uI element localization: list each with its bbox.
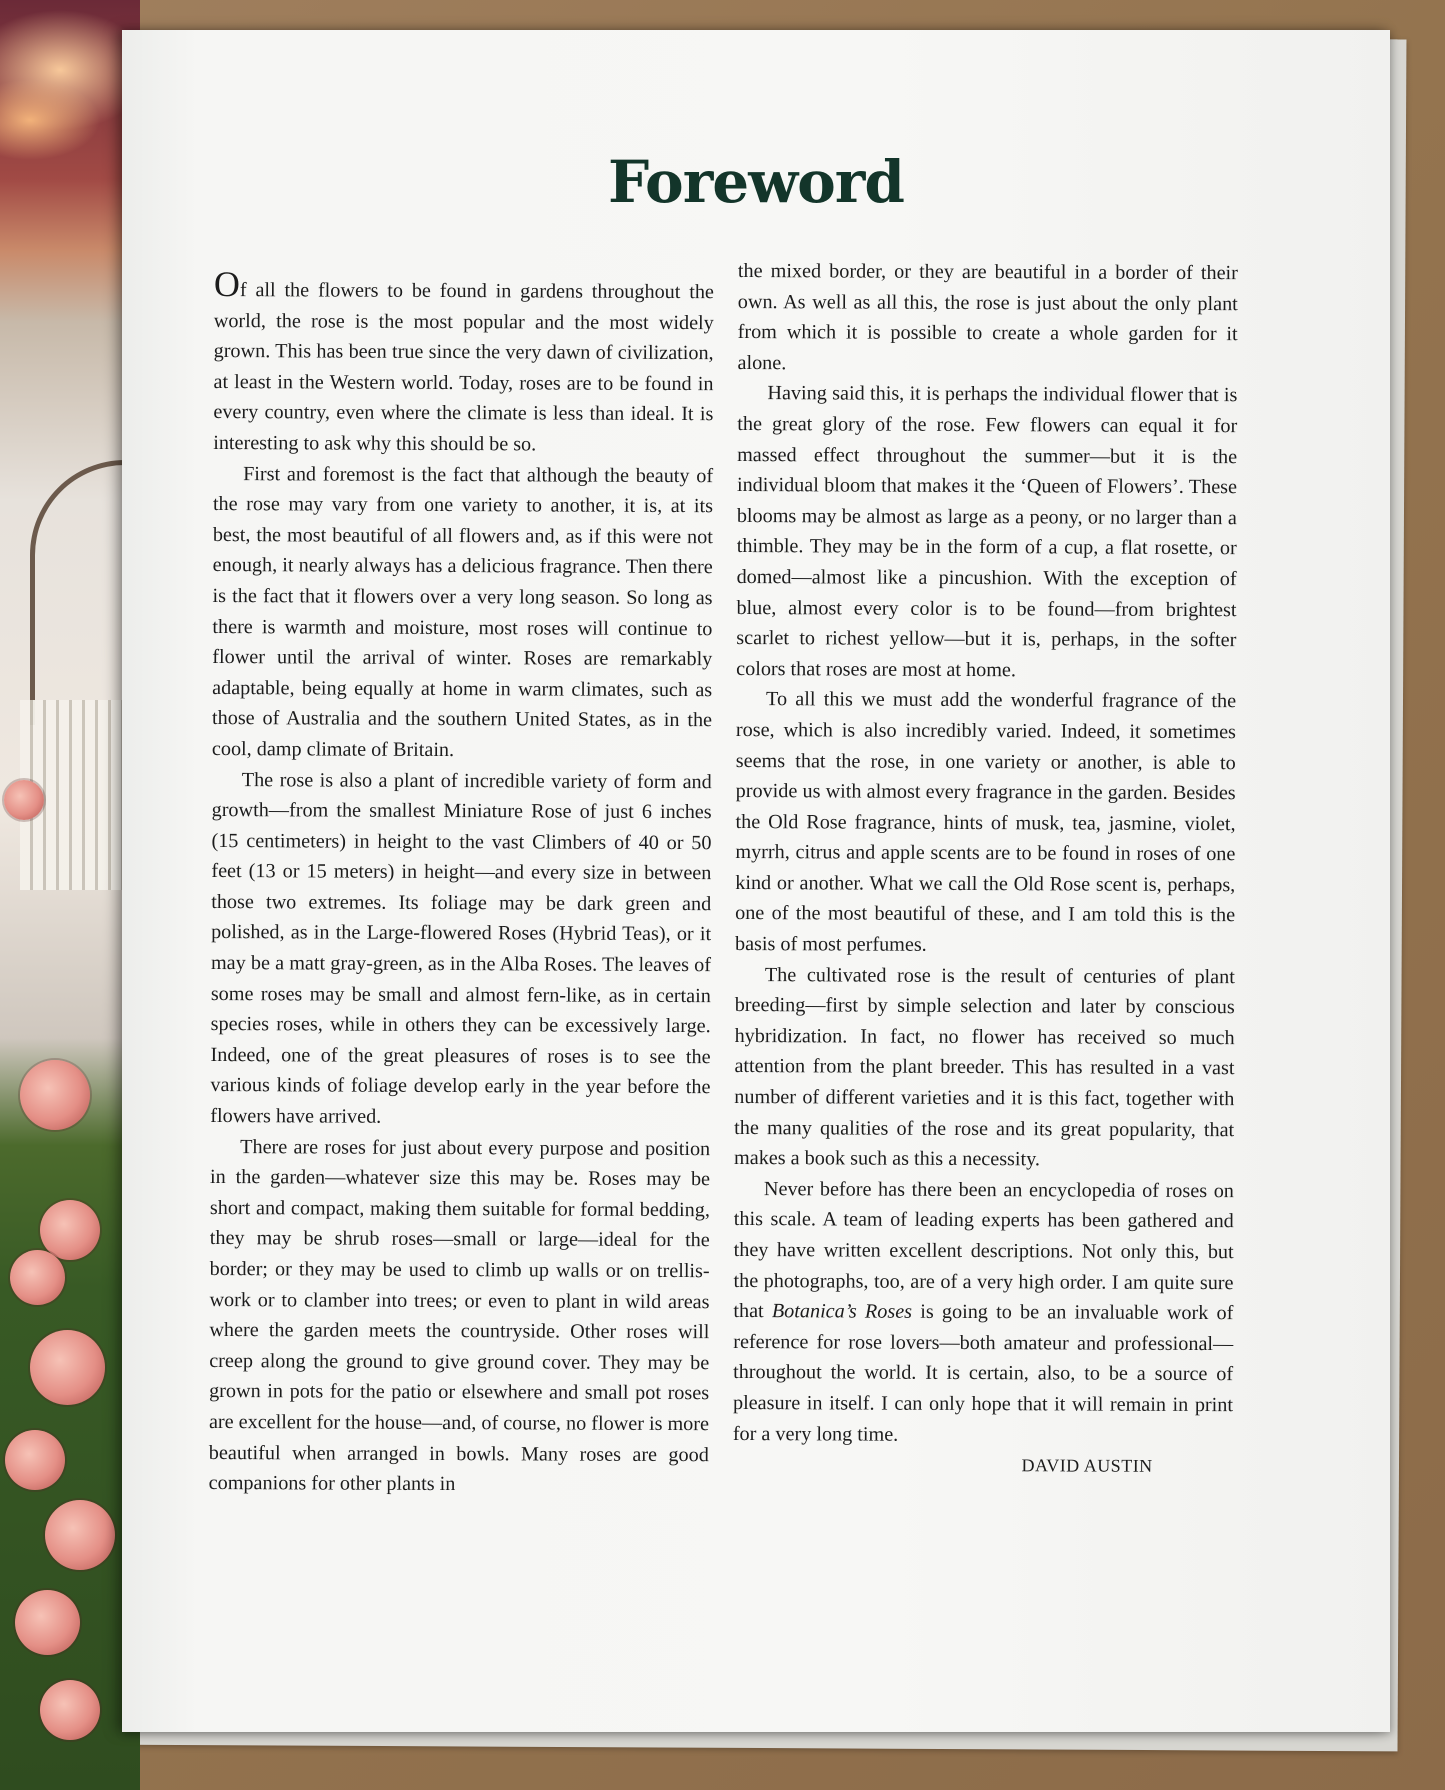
rose-bloom	[15, 1590, 80, 1655]
facing-page-rose-photo	[0, 0, 140, 1790]
paragraph-text: Never before has there been an encyclopedia of roses on this scale. A team of leading experts has been gathered and they have written excellent descriptions. Not only this, but the photographs, too, are of a very high order. I am quite sure that	[733, 1177, 1234, 1323]
paragraph: To all this we must add the wonderful fragrance of the rose, which is also incredibly varied. Indeed, it sometimes seems that the rose, in one variety or another, is able to provide us with almost every fragrance in the garden. Besides the Old Rose fragrance, hints of musk, tea, jasmine, violet, myrrh, citrus and apple scents are to be found in roses of one kind or another. What we call the Old Rose scent is, perhaps, one of the most beautiful of these, and I am told this is the basis of most perfumes.	[734, 688, 1237, 956]
paragraph	[213, 264, 714, 461]
right-column	[733, 256, 1238, 1482]
page-title: Foreword	[608, 148, 904, 216]
paragraph-text: f all the flowers to be found in gardens throughout the world, the rose is the most popular and the most widely grown. This has been true since the very dawn of civilization, at least in the Western world. Today, roses are to be found in every country, even where the climate is less than ideal. It is interesting to ask why this should be so.	[213, 279, 714, 456]
paragraph: The cultivated rose is the result of centuries of plant breeding—first by simple selection and later by conscious hybridization. In fact, no flower has received so much attention from the plant breeder. This has resulted in a vast number of different varieties and it is this fact, together with the many qualities of the rose and its great popularity, that makes a book such as this a necessity.	[734, 963, 1235, 1171]
left-column	[208, 264, 714, 1501]
rose-bloom	[40, 1200, 100, 1260]
drop-cap: O	[213, 264, 241, 305]
rose-bloom	[20, 1060, 90, 1130]
rose-bloom	[40, 1680, 100, 1740]
rose-bloom	[30, 1330, 105, 1405]
paragraph: There are roses for just about every purpose and position in the garden—whatever size this may be. Roses may be short and compact, making them suitable for formal bedding, they may be shrub roses—small or large—ideal for the border; or they may be used to climb up walls or on trellis-work or to clamber into trees; or even to plant in wild areas where the garden meets the countryside. Other roses will creep along the ground to give ground cover. They may be grown in pots for the patio or elsewhere and small pot roses are excellent for the house—and, of course, no flower is more beautiful when arranged in bowls. Many roses are good companions for other plants in	[208, 1135, 711, 1496]
paragraph: First and foremost is the fact that although the beauty of the rose may vary from one variety to another, it is, at its best, the most beautiful of all flowers and, as if this were not enough, it nearly always has a delicious fragrance. Then there is the fact that it flowers over a very long season. So long as there is warmth and moisture, most roses will continue to flower until the arrival of winter. Roses are remarkably adaptable, being equally at home in warm climates, such as those of Australia and the southern United States, as in the cool, damp climate of Britain.	[211, 462, 714, 761]
book-page	[122, 30, 1390, 1732]
book-title-italic: Botanica’s Roses	[771, 1300, 913, 1323]
rose-bloom	[45, 1500, 115, 1570]
author-signature: DAVID AUSTIN	[1021, 1455, 1153, 1476]
rose-bloom	[10, 1250, 65, 1305]
paragraph-text: is going to be an invaluable work of reference for rose lovers—both amateur and professional—throughout the world. It is certain, also, to be a source of pleasure in itself. I can only hope that it will remain in print for a very long time.	[732, 1300, 1234, 1446]
paragraph	[733, 1174, 1234, 1452]
rose-bloom	[4, 780, 44, 820]
paragraph-continuation: the mixed border, or they are beautiful in a border of their own. As well as all this, the rose is just about the only plant from which it is possible to create a whole garden for it alone.	[737, 259, 1238, 374]
paragraph: Having said this, it is perhaps the individual flower that is the great glory of the rose. Few flowers can equal it for massed effect throughout the summer—but it is the individual bloom that makes it the ‘Queen of Flowers’. These blooms may be almost as large as a peony, or no larger than a thimble. They may be in the form of a cup, a flat rosette, or domed—almost like a pincushion. With the exception of blue, almost every color is to be found—from brightest scarlet to richest yellow—but it is, perhaps, in the softer colors that roses are most at home.	[736, 382, 1238, 681]
paragraph: The rose is also a plant of incredible variety of form and growth—from the smallest Miniature Rose of just 6 inches (15 centimeters) in height to the vast Climbers of 40 or 50 feet (13 or 15 meters) in height—and every size in between those two extremes. Its foliage may be dark green and polished, as in the Large-flowered Roses (Hybrid Teas), or it may be a matt gray-green, as in the Alba Roses. The leaves of some roses may be small and almost fern-like, as in certain species roses, while in others they can be excessively large. Indeed, one of the great pleasures of roses is to see the various kinds of foliage develop early in the year before the flowers have arrived.	[210, 768, 712, 1128]
rose-bloom	[5, 1430, 65, 1490]
